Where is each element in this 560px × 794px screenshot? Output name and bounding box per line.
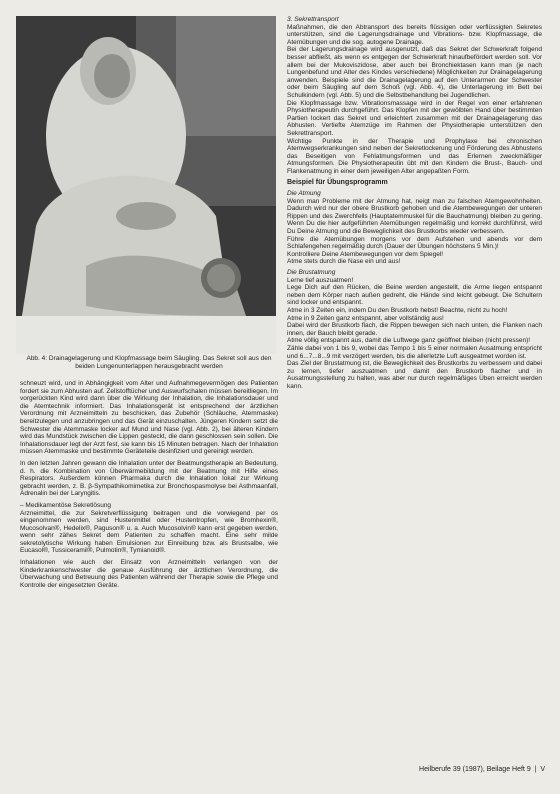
paragraph: Die Klopfmassage bzw. Vibrationsmassage wird in der Regel von einer erfahrenen Physiotherapeutin durchgeführt. Das Klopfen mit der gewölbten Hand über bestimmten Partien lockert das Sekret und erleichtert zusammen mit der Drainagelagerung das Abhusten. Vertiefte Atemzüge im Rahmen der Physiotherapie unterstützen den Sekrettransport. [287,99,542,137]
paragraph: Wichtige Punkte in der Therapie und Prophylaxe bei chronischen Atemwegserkrankungen sind neben der Sekretlockerung und Förderung des Abhustens das Beseitigen von Fehlatmungsformen und das Erlernen zweckmäßiger Atmungsformen. Die Physiotherapeutin übt mit den Kindern die Brust-, Bauch- und Flankenatmung in einer dem jeweiligen Alter angepaßten Form. [287,137,542,175]
subsection-heading: – Medikamentöse Sekretlösung [20,501,112,509]
paragraph: Atme völlig entspannt aus, damit die Luftwege ganz geöffnet bleiben (nicht pressen)! [287,337,531,345]
paragraph: In den letzten Jahren gewann die Inhalation unter der Beatmungstherapie an Bedeutung, d. h. die Kombination von Überwärmebildung mit der Beatmung mit Hilfe eines Respirators. Außerdem können Pharmaka durch die Inhalation lokal zur Wirkung gebracht werden, z. B. β-Sympathikomimetika zur Bronchospasmolyse bei Asthmaanfall, Adrenalin bei der Laryngitis. [20,459,278,498]
paragraph: Atme in 3 Zeiten ein, indem Du den Brustkorb hebst! Beachte, nicht zu hoch! [287,306,508,314]
right-column [287,16,542,391]
section-heading: 3. Sekrettransport [287,16,339,23]
paragraph: Lege Dich auf den Rücken, die Beine werden angestellt, die Arme liegen entspannt neben dem Körper nach außen gedreht, die Hände sind leicht gebeugt. Die Schultern sind locker und entspannt. [287,284,542,307]
figure-caption [20,355,278,370]
paragraph: Arzneimittel, die zur Sekretverflüssigung beitragen und die vorwiegend per os eingenommen werden, sind Hustenmittel oder Hustentropfen, wie Bromhexin®, Mucosolvan®, Hedelix®, Paguson® u. a. Auch Mucosolvin® kann erst gegeben werden, wenn sehr zähes Sekret dem Patienten zu schaffen macht. Eine sehr milde sekretolytische Wirkung haben Emulsionen zur Einreibung bzw. als Brustsalbe, wie Eucasol®, Tussiceramil®, Pulmotin®, Tymianoid®. [20,509,278,555]
page-footer: Heilberufe 39 (1987), Beilage Heft 9 | V [419,766,545,773]
paragraph: Zähle dabei von 1 bis 9, wobei das Tempo 1 bis 5 einer normalen Ausatmung entspricht und 6...7...8...9 mit verzögert werden, bis die allerletzte Luft ausgeatmet worden ist. [287,344,542,360]
figure-photo [16,16,276,354]
paragraph: Atme stets durch die Nase ein und aus! [287,258,401,266]
paragraph: schneuzt wird, und in Abhängigkeit vom Alter und Aufnahmegevermögen des Patienten fordert sie zum Abhusten auf. Zellstofftücher und Auswurfschalen müssen bereitliegen. Im vorgerückten Kind wird dann über die Wirkung der Inhalation, die Inhalationsdauer und die Atemtechnik informiert. Das Inhalationsgerät ist entsprechend der ärztlichen Verordnung mit Arzneimitteln zu beschicken, das Zubehör (Schläuche, Atemmaske) bereitzulegen und anzubringen und das Gerät einzuschalten. Jüngeren Kindern setzt die Schwester die Atemmaske locker auf Mund und Nase (vgl. Abb. 2), bei älteren Kindern wird das Mundstück zwischen die Lippen gesteckt, die dann geschlossen sein sollen. Die Inhalationsdauer legt der Arzt fest, sie kann bis 15 Minuten betragen. Nach der Inhalation müssen Atemmaske und bestimmte Geräteteile desinfiziert und gereinigt werden. [20,380,278,456]
example-heading: Beispiel für Übungsprogramm [287,179,388,187]
paragraph: Inhalationen wie auch der Einsatz von Arzneimitteln verlangen von der Kinderkrankenschwester die genaue Ausführung der ärztlichen Verordnung, die Überwachung und Betreuung des Patienten während der Therapie sowie die Pflege und Kontrolle der eingesetzten Geräte. [20,559,278,589]
paragraph: Lerne tief auszuatmen! [287,276,354,284]
page-number: V [540,766,545,773]
figure-caption-text: Drainagelagerung und Klopfmassage beim Säugling. Das Sekret soll aus den beiden Lungenunterlappen herausgebracht werden [48,355,272,370]
paragraph: Bei der Lagerungsdrainage wird ausgenutzt, daß das Sekret der Schwerkraft folgend besser abfließt, als wenn es entgegen der Schwerkraft hinaufbefördert werden soll. Vor allem bei der Mukoviszidose, aber auch bei Bronchiektasen kann man (je nach Lungenbefund und Alter des Kindes verschiedene) Möglichkeiten zur Drainagelagerung anwenden. Beispiele sind die Drainagelagerung auf den Unterarmen der Schwester oder beim Säugling auf dem Schoß (vgl. Abb. 4), die Unterlagerung im Bett bei Schulkindern (vgl. Abb. 5) und die Selbstbehandlung bei Jugendlichen. [287,46,542,99]
paragraph: Atme in 9 Zeiten ganz entspannt, aber vollständig aus! [287,314,444,322]
brustatmung-heading: Die Brustatmung [287,269,336,276]
left-column [20,380,278,589]
paragraph: Das Ziel der Brustatmung ist, die Beweglichkeit des Brustkorbs zu verbessern und dabei zu lernen, tiefer auszuatmen und damit den Brustkorb flacher und in Ausatmungsstellung zu halten, was aber nur durch regelmäßiges Üben erreicht werden kann. [287,360,542,390]
paragraph: Dabei wird der Brustkorb flach, die Rippen bewegen sich nach unten, die Flanken nach innen, der Bauch bleibt gerade. [287,322,542,337]
paragraph: Maßnahmen, die den Abtransport des bereits flüssigen oder verflüssigten Sekretes unterstützen, sind die Lagerungsdrainage und Vibrations- bzw. Klopfmassage, die Atemübungen und die sog. autogene Drainage. [287,23,542,46]
atmung-heading: Die Atmung [287,190,321,198]
paragraph: Wenn man Probleme mit der Atmung hat, neigt man zu falschen Atemgewohnheiten. Dadurch wird nur der obere Brustkorb gehoben und die Atembewegungen der unteren Rippen und des Zwerchfells (Hauptatemmuskel für die Bauchatmung) bleiben zu gering. Wenn Du die hier aufgeführten Atemübungen regelmäßig und korrekt durchführst, wird Du Deine Atmung und die Beweglichkeit des Brustkorbs wieder verbessern. [287,197,542,236]
footer-citation: Heilberufe 39 (1987), Beilage Heft 9 [419,766,531,773]
photo-illustration [16,16,276,354]
paragraph: Führe die Atemübungen morgens vor dem Aufstehen und abends vor dem Schlafengehen regelmäßig durch (Dauer der Übungen höchstens 5 Min.)! [287,235,542,251]
paragraph: Kontrolliere Deine Atembewegungen vor dem Spiegel! [287,250,444,258]
figure-label: Abb. 4: [26,355,48,362]
